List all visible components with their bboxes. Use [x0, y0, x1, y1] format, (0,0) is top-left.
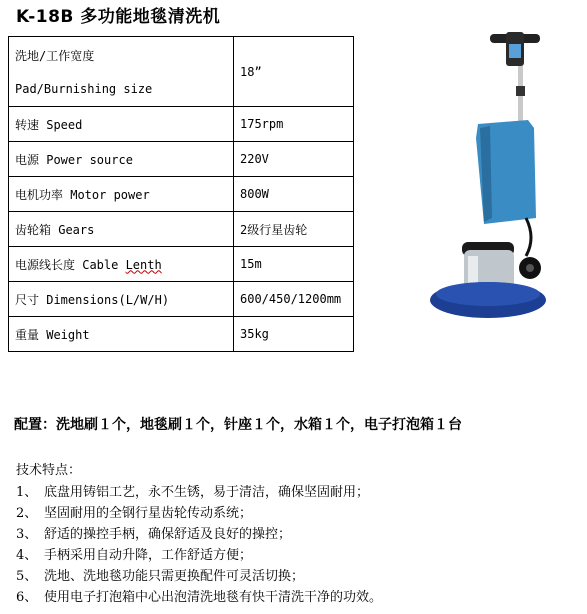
spec-row: [9, 282, 354, 317]
feature-list: [16, 460, 382, 608]
feature-text: 洗地、洗地毯功能只需更换配件可灵活切换；: [44, 569, 305, 584]
feature-number: 2、: [16, 506, 38, 521]
feature-text: 使用电子打泡箱中心出泡清洗地毯有快干清洗干净的功效。: [44, 590, 383, 605]
spec-label: 齿轮箱 Gears: [9, 212, 234, 247]
config-line: 配置：洗地刷１个，地毯刷１个，针座１个，水箱１个，电子打泡箱１台: [14, 417, 462, 433]
feature-item: [16, 545, 382, 566]
feature-text: 坚固耐用的全钢行星齿轮传动系统；: [44, 506, 253, 521]
spec-label: 电机功率 Motor power: [9, 177, 234, 212]
feature-item: [16, 524, 382, 545]
spec-value: 2级行星齿轮: [234, 212, 354, 247]
floor-machine-image: [418, 28, 548, 328]
control-panel: [509, 44, 521, 58]
spec-value: 220V: [234, 142, 354, 177]
spec-value: 15m: [234, 247, 354, 282]
spec-value: 175rpm: [234, 107, 354, 142]
spec-label-cell: [9, 37, 234, 107]
feature-item: [16, 566, 382, 587]
spec-label: 洗地/工作宽度: [15, 49, 95, 63]
spec-label: 尺寸 Dimensions(L/W/H): [9, 282, 234, 317]
spec-label: 转速 Speed: [9, 107, 234, 142]
shaft-clamp: [516, 86, 525, 96]
feature-text: 舒适的操控手柄，确保舒适及良好的操控；: [44, 527, 292, 542]
spec-label-cell: [9, 247, 234, 282]
spec-row: [9, 107, 354, 142]
feature-item: [16, 503, 382, 524]
feature-number: 6、: [16, 590, 38, 605]
feature-text: 底盘用铸铝工艺，永不生锈，易于清洁，确保坚固耐用；: [44, 485, 370, 500]
power-cable: [526, 218, 531, 256]
spell-flag-word: Lenth: [125, 257, 162, 272]
spec-table: [8, 36, 354, 352]
spec-row: [9, 212, 354, 247]
feature-number: 4、: [16, 548, 38, 563]
base-top: [436, 282, 540, 306]
spec-label: 电源 Power source: [9, 142, 234, 177]
spec-row: [9, 37, 354, 107]
spec-value: 18”: [234, 37, 354, 107]
feature-number: 5、: [16, 569, 38, 584]
spec-value: 600/450/1200mm: [234, 282, 354, 317]
spec-label-sub: Pad/Burnishing size: [15, 82, 153, 96]
feature-heading: 技术特点：: [16, 463, 82, 478]
feature-number: 1、: [16, 485, 38, 500]
spec-row: [9, 247, 354, 282]
spec-row: [9, 142, 354, 177]
spec-row: [9, 177, 354, 212]
spec-value: 35kg: [234, 317, 354, 352]
feature-item: [16, 482, 382, 503]
spec-row: [9, 317, 354, 352]
spec-value: 800W: [234, 177, 354, 212]
spec-label: 重量 Weight: [9, 317, 234, 352]
feature-item: [16, 587, 382, 608]
feature-text: 手柄采用自动升降，工作舒适方便；: [44, 548, 253, 563]
page-title: K-18B 多功能地毯清洗机: [16, 7, 221, 27]
wheel-hub: [526, 264, 534, 272]
spec-label: 电源线长度 Cable: [15, 257, 126, 272]
feature-number: 3、: [16, 527, 38, 542]
